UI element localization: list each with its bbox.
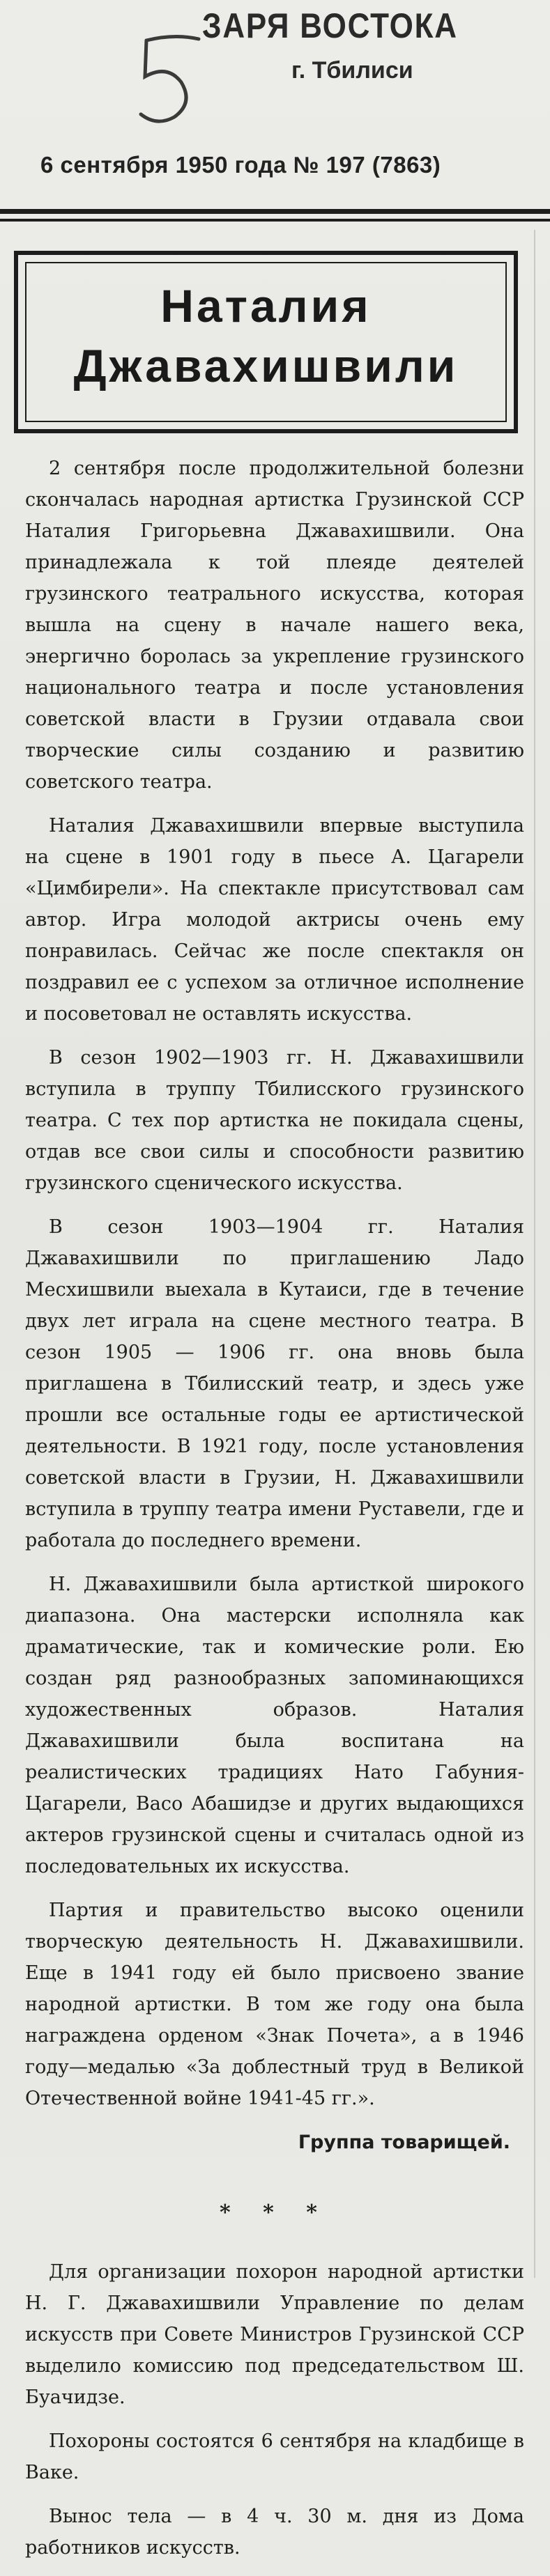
newspaper-city: г. Тбилиси <box>291 57 413 84</box>
notice-paragraph: Для организации похорон народной артистки Н. Г. Джавахишвили Управление по делам искусств при Совете Министров Грузинской ССР выделило комиссию под председательством Ш. Буачидзе. <box>25 2261 524 2408</box>
header-divider <box>0 209 550 222</box>
section-separator: * * * <box>220 2201 330 2225</box>
article-paragraph: В сезон 1902—1903 гг. Н. Джавахишвили вступила в труппу Тбилисского грузинского театра. С тех пор артистка не покидала сцены, отдав все свои силы и способности развитию грузинского сценического искусства. <box>25 1047 524 1194</box>
notice-paragraph: Похороны состоятся 6 сентября на кладбище в Ваке. <box>25 2430 524 2483</box>
article-paragraph: 2 сентября после продолжительной болезни скончалась народная артистка Грузинской ССР Наталия Григорьевна Джавахишвили. Она принадлежала к той плеяде деятелей грузинского театрального искусства, которая вышла на сцену в начале нашего века, энергично боролась за укрепление грузинского национального театра и после установления советской власти в Грузии отдавала свои творческие силы созданию и развитию советского театра. <box>25 458 524 793</box>
handwritten-number-mark <box>125 28 209 132</box>
article-title: Наталия Джавахишвили <box>73 280 459 391</box>
newspaper-masthead: ЗАРЯ ВОСТОКА <box>202 6 458 45</box>
notice-paragraph: Вынос тела — в 4 ч. 30 м. дня из Дома работников искусств. <box>25 2506 524 2559</box>
article-paragraph: Н. Джавахишвили была артисткой широкого диапазона. Она мастерски исполняла как драматические, так и комические роли. Ею создан ряд разнообразных запоминающихся художественных образов. Наталия Джавахишвили была воспитана на реалистических традициях Нато Габуния-Цагарели, Васо Абашидзе и других выдающихся актеров грузинской сцены и считалась одной из последовательных их искусства. <box>25 1574 524 1877</box>
issue-dateline: 6 сентября 1950 года № 197 (7863) <box>40 152 441 178</box>
column-edge <box>534 230 535 2278</box>
article-paragraph: Наталия Джавахишвили впервые выступила на сцене в 1901 году в пьесе А. Цагарели «Цимбирели». На спектакле присутствовал сам автор. Игра молодой актрисы очень ему понравилась. Сейчас же после спектакля он поздравил ее с успехом за отличное исполнение и посоветовал не оставлять искусства. <box>25 815 524 1025</box>
article-paragraph: В сезон 1903—1904 гг. Наталия Джавахишвили по приглашению Ладо Месхишвили выехала в Кутаиси, где в течение двух лет играла на сцене местного театра. В сезон 1905 — 1906 гг. она вновь была приглашена в Тбилисский театр, и здесь уже прошли все остальные годы ее артистической деятельности. В 1921 году, после установления советской власти в Грузии, Н. Джавахишвили вступила в труппу театра имени Руставели, где и работала до последнего времени. <box>25 1216 524 1551</box>
article-paragraph: Партия и правительство высоко оценили творческую деятельность Н. Джавахишвили. Еще в 1941 году ей было присвоено звание народной артистки. В том же году она была награждена орденом «Знак Почета», а в 1946 году—медалью «За доблестный труд в Великой Отечественной войне 1941-45 гг.». <box>25 1900 524 2109</box>
article-body <box>25 453 524 2576</box>
title-frame <box>14 251 518 433</box>
article-signature: Группа товарищей. <box>298 2132 510 2153</box>
